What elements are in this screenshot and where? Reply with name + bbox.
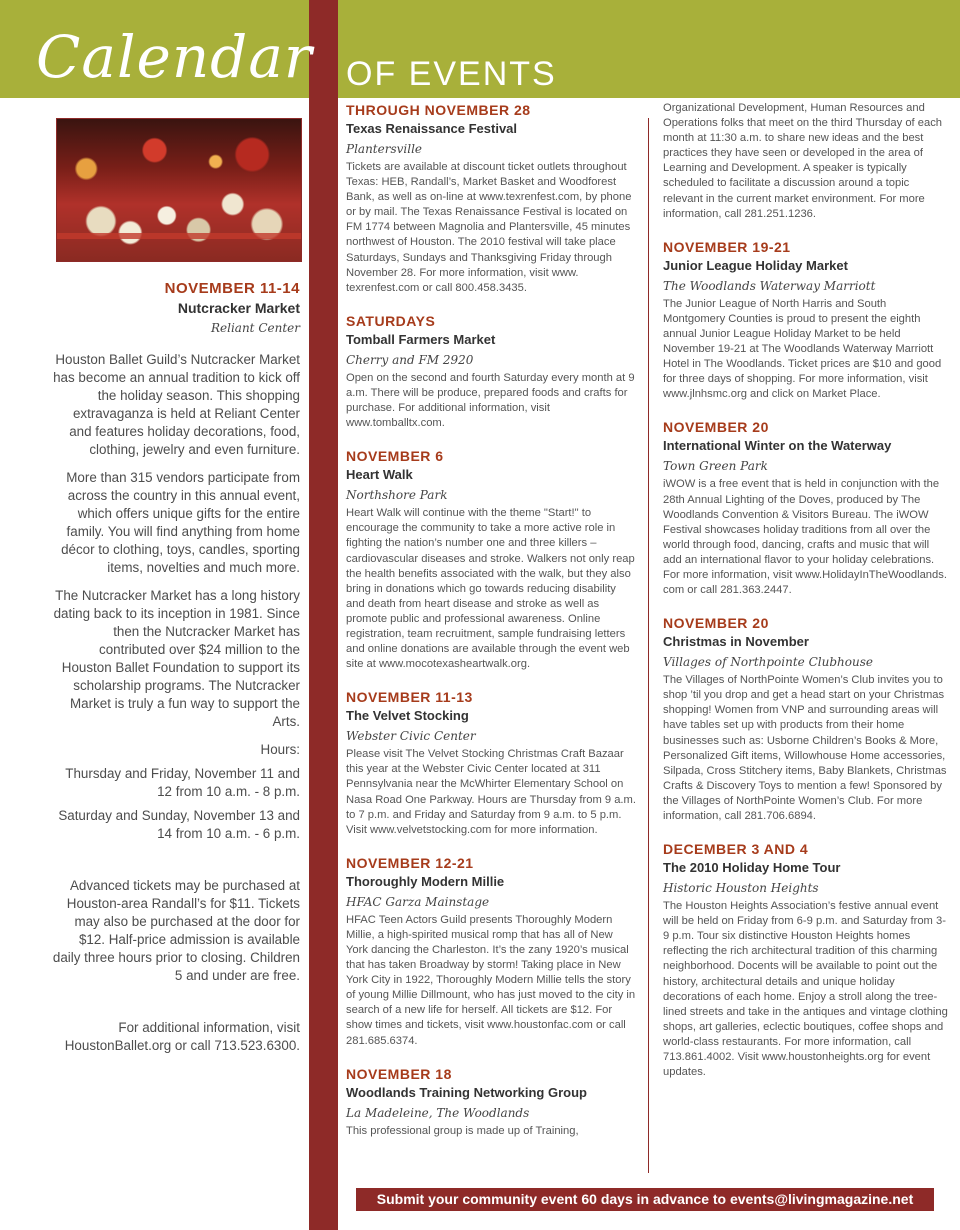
- event-venue: Webster Civic Center: [346, 729, 476, 744]
- featured-paragraph: The Nutcracker Market has a long history dating back to its inception in 1981. Since then the Nutcracker Market has contributed over $24 million to the Houston Ballet Foundation to support its scholarship programs. The Nutcracker Market is truly a fun way to support the Arts.: [53, 588, 300, 729]
- event-date: DECEMBER 3 AND 4: [663, 841, 809, 858]
- event-date: THROUGH NOVEMBER 28: [346, 102, 531, 118]
- featured-paragraph: Houston Ballet Guild’s Nutcracker Market has become an annual tradition to kick off the holiday season. This shopping extravaganza is held at Reliant Center and features holiday decorations, food, clothing, jewelry and even furniture.: [53, 352, 300, 457]
- event-name: Woodlands Training Networking Group: [346, 1084, 587, 1100]
- event-name: International Winter on the Waterway: [663, 438, 892, 454]
- event-name: Junior League Holiday Market: [663, 257, 848, 273]
- event-description: The Villages of NorthPointe Women’s Club invites you to shop ’til you drop and get a head start on your Christmas shopping! Women from VNP and surrounding areas will have tables set up with products from their home businesses such as: Usborne Children’s Books & More, Personalized Gift items, Willowhouse Home accessories, Silpada, Cross Stitchery items, Baby Blankets, Christmas Crafts & Discovery Toys to mention a few! Sponsored by the Villages of NorthPointe Women’s Club. For more information, call 281.706.6894.: [663, 674, 947, 822]
- event-venue: Cherry and FM 2920: [346, 352, 474, 367]
- event-date: SATURDAYS: [346, 312, 436, 329]
- event-entry: [663, 614, 949, 824]
- event-venue: The Woodlands Waterway Marriott: [663, 278, 876, 293]
- event-description: The Junior League of North Harris and South Montgomery Counties is proud to present the eighth annual Junior League Holiday Market to be held November 19-21 at The Woodlands Waterway Marriott Hotel in The Woodlands. Ticket prices are $10 and good for three days of shopping. For more information, visit www.jlnhsmc.org and click on Market Place.: [663, 297, 942, 401]
- event-venue: HFAC Garza Mainstage: [346, 894, 490, 909]
- vertical-accent-bar: [309, 0, 338, 1230]
- event-entry: [663, 418, 949, 598]
- featured-hours-line: Thursday and Friday, November 11 and 12 from 10 a.m. - 8 p.m.: [65, 766, 300, 799]
- event-entry: [663, 840, 949, 1080]
- featured-tickets: Advanced tickets may be purchased at Houston-area Randall’s for $11. Tickets may also be purchased at the door for $12. Half-price admission is available daily three hours prior to closing. Children 5 and under are free.: [52, 878, 300, 983]
- event-venue: Northshore Park: [346, 488, 448, 503]
- event-entry: [346, 312, 636, 431]
- event-entry: [346, 1065, 636, 1139]
- event-date: NOVEMBER 20: [663, 615, 769, 632]
- event-description: This professional group is made up of Training,: [346, 1124, 579, 1137]
- event-name: The 2010 Holiday Home Tour: [663, 860, 841, 876]
- featured-event-date: NOVEMBER 11-14: [164, 280, 300, 297]
- featured-event-venue: Reliant Center: [210, 321, 300, 335]
- event-description: HFAC Teen Actors Guild presents Thoroughly Modern Millie, a high-spirited musical romp that has all of New York dancing the Charleston. It’s the zany 1920’s musical that has taken Broadway by storm! Taking place in New York City in 1922, Thoroughly Modern Millie tells the story of young Millie Dillmount, who has just moved to the city in search of a new life for herself. All tickets are $12. For show times and tickets, visit www.houstonfac.com or call 281.685.6374.: [346, 913, 636, 1047]
- event-description-continued: Organizational Development, Human Resources and Operations folks that meet on the third Thursday of each month at 11:30 a.m. to share new ideas and the best practices they have seen or developed in the area of Learning and Development. A speaker is typically scheduled to facilitate a discussion around a topic relevant in the current market environment. For more information, call 281.251.1236.: [663, 102, 943, 220]
- event-name: Heart Walk: [346, 467, 413, 483]
- event-entry: [346, 854, 636, 1049]
- page-title-of-events: OF EVENTS: [346, 55, 557, 93]
- events-column-middle: [346, 101, 636, 1139]
- event-name: Thoroughly Modern Millie: [346, 873, 505, 889]
- event-date: NOVEMBER 18: [346, 1065, 452, 1082]
- events-column-right: [663, 101, 949, 1080]
- submit-event-banner: Submit your community event 60 days in advance to events@livingmagazine.net: [356, 1188, 934, 1211]
- event-date: NOVEMBER 20: [663, 419, 769, 436]
- nutcracker-market-photo: [56, 118, 302, 262]
- event-name: Tomball Farmers Market: [346, 331, 496, 347]
- event-entry: [346, 688, 636, 838]
- event-name: Christmas in November: [663, 634, 809, 650]
- event-description: The Houston Heights Association’s festive annual event will be held on Friday from 6-9 p.m. and Saturday from 3-9 p.m. Tour six distinctive Houston Heights homes reflecting the rich architectural tradition of this charming neighborhood. Docents will be available to point out the history, architectural details and unique holiday decorations of each home. Enjoy a stroll along the tree-lined streets and take in the antiques and vintage clothing shops, art galleries, eclectic boutiques, coffee shops and world-class restaurants. For more information, call 713.861.4002. Visit www.houstonheights.org for event updates.: [663, 900, 948, 1079]
- event-description: Please visit The Velvet Stocking Christmas Craft Bazaar this year at the Webster Civic Center located at 311 Pennsylvania near the McWhirter Elementary School on Nasa Road One Parkway. Hours are Thursday from 9 a.m. to 7 p.m. and Friday and Saturday from 9 a.m. to 5 p.m. Visit www.velvetstocking.com for more information.: [346, 748, 636, 836]
- event-entry: [346, 101, 636, 296]
- page-title-calendar: Calendar: [36, 23, 313, 91]
- event-venue: La Madeleine, The Woodlands: [346, 1105, 530, 1120]
- featured-hours-line: Saturday and Sunday, November 13 and 14 from 10 a.m. - 6 p.m.: [58, 808, 300, 841]
- event-description: Heart Walk will continue with the theme "Start!" to encourage the community to take a more active role in fighting the nation’s number one and three killers – cardiovascular diseases and stroke. Walkers not only reap the health benefits associated with the walk, but they also bring in donations which go towards reducing disability and death from heart disease and stroke as well as promote public and professional awareness. Online registration, team recruitment, sample fundraising letters and online donations are available through the event web site at www.mocotexasheartwalk.org.: [346, 507, 635, 671]
- featured-event: [50, 280, 300, 1055]
- event-venue: Villages of Northpointe Clubhouse: [663, 655, 873, 670]
- column-divider: [648, 118, 649, 1173]
- featured-event-name: Nutcracker Market: [177, 300, 300, 316]
- photo-shelf-decoration: [57, 233, 301, 239]
- event-venue: Town Green Park: [663, 459, 768, 474]
- event-entry: [663, 238, 949, 403]
- event-entry: [346, 447, 636, 672]
- featured-info: For additional information, visit HoustonBallet.org or call 713.523.6300.: [64, 1020, 300, 1053]
- event-venue: Historic Houston Heights: [663, 881, 819, 896]
- event-date: NOVEMBER 6: [346, 448, 444, 465]
- event-venue: Plantersville: [346, 142, 423, 156]
- event-description: iWOW is a free event that is held in conjunction with the 28th Annual Lighting of the Doves, produced by The Woodlands Convention & Visitors Bureau. The iWOW Festival showcases holiday traditions from all over the world through food, dancing, crafts and music that will add an international flavor to your holiday celebrations. For more information, visit www.HolidayInTheWoodlands. com or call 281.363.2447.: [663, 478, 947, 597]
- event-name: Texas Renaissance Festival: [346, 121, 518, 136]
- event-date: NOVEMBER 12-21: [346, 854, 474, 871]
- featured-paragraph: More than 315 vendors participate from across the country in this annual event, which offers unique gifts for the entire family. You will find anything from home décor to clothing, toys, candles, sporting items, novelties and much more.: [61, 470, 300, 575]
- event-description: Open on the second and fourth Saturday every month at 9 a.m. There will be produce, prepared foods and crafts for purchase. For additional information, visit www.tomballtx.com.: [346, 371, 635, 430]
- event-name: The Velvet Stocking: [346, 708, 469, 724]
- event-description: Tickets are available at discount ticket outlets throughout Texas: HEB, Randall’s, Market Basket and Woodforest Bank, as well as on-line at www.texrenfest.com, by phone or by mail. The Texas Renaissance Festival is located on FM 1774 between Magnolia and Plantersville, 45 minutes northwest of Houston. The 2010 festival will take place Saturdays, Sundays and Thanksgiving Friday through November 28. For more information, visit www. texrenfest.com or call 800.458.3435.: [346, 161, 632, 294]
- event-date: NOVEMBER 11-13: [346, 689, 473, 706]
- event-date: NOVEMBER 19-21: [663, 238, 791, 255]
- featured-hours-label: Hours:: [260, 742, 300, 757]
